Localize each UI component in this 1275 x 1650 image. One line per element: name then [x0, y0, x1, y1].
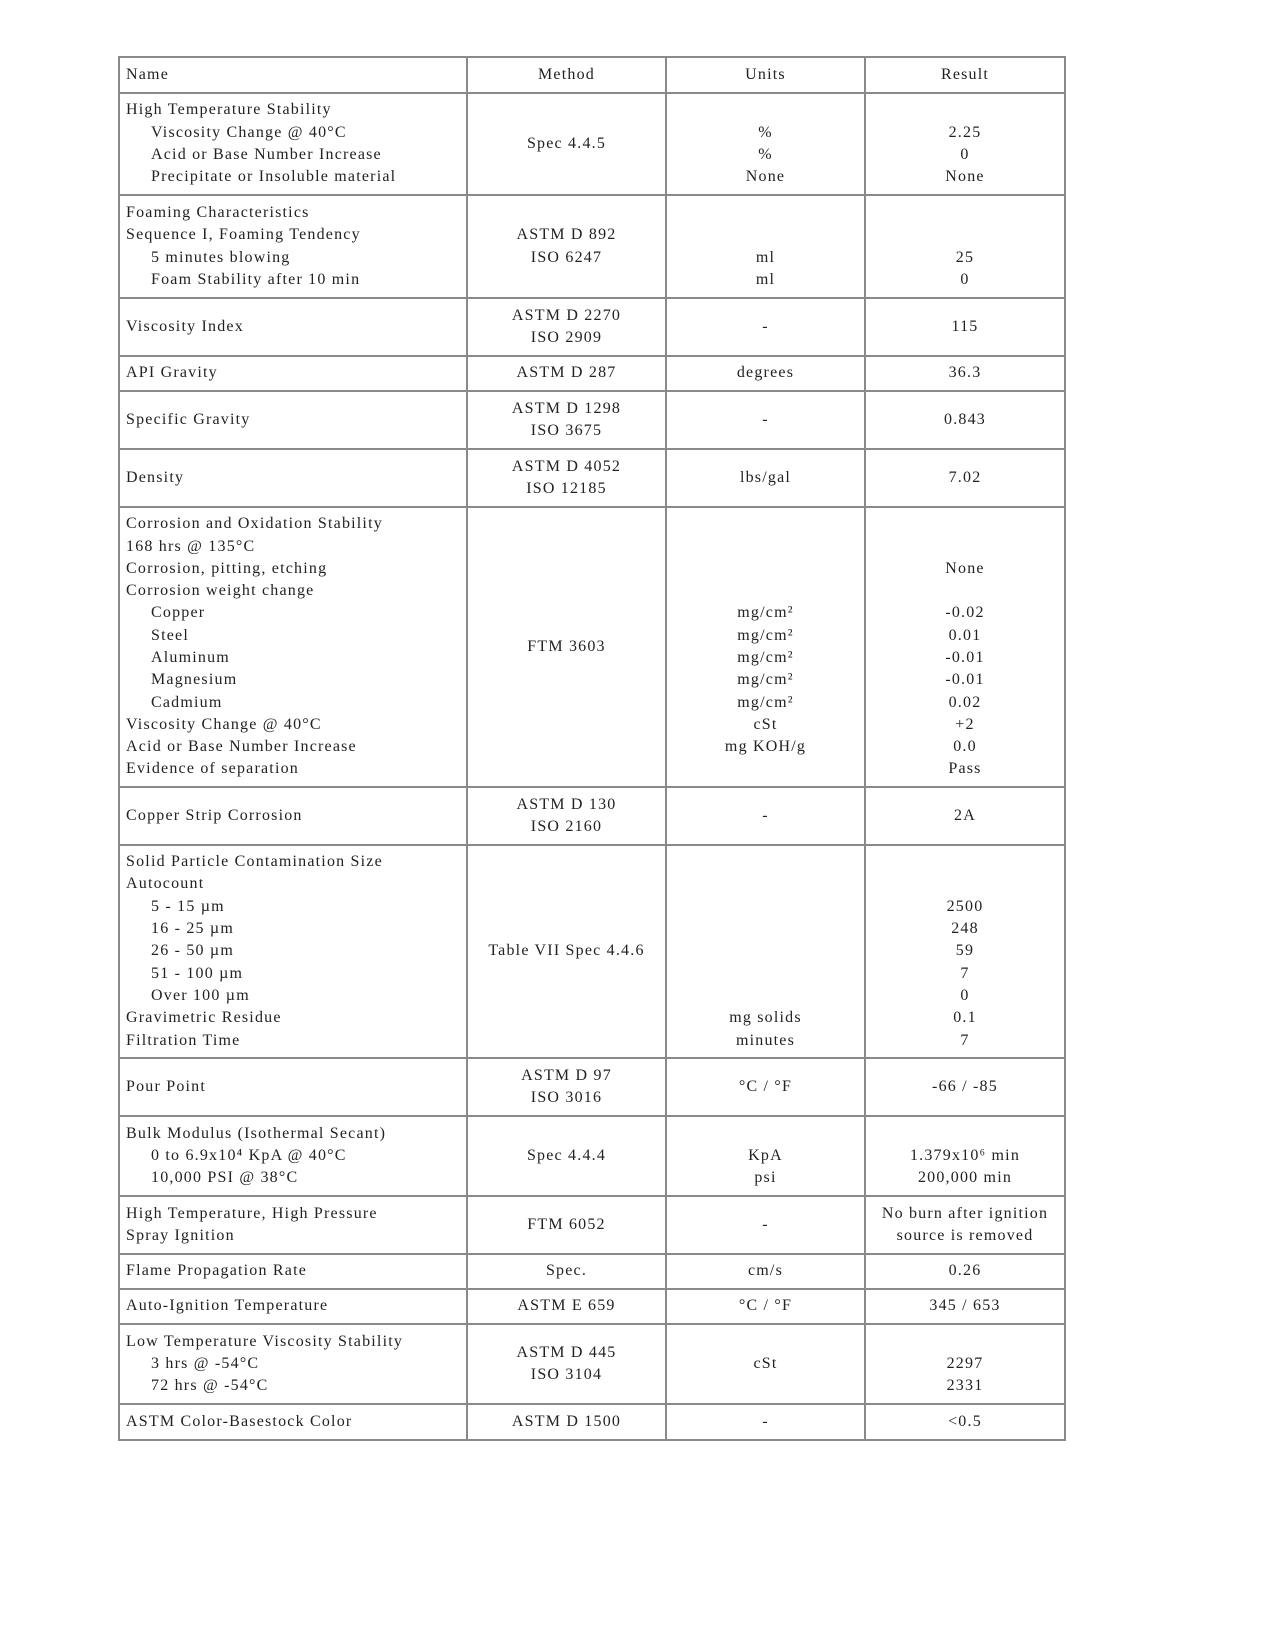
cell-method-line: Spec 4.4.5	[526, 134, 607, 152]
cell-result	[865, 195, 1065, 298]
cell-result-line	[872, 536, 1058, 558]
cell-method	[467, 356, 666, 391]
cell-result	[865, 845, 1065, 1058]
table-row	[119, 1058, 1065, 1116]
cell-units-line	[673, 558, 858, 580]
cell-name-line: Viscosity Index	[126, 317, 244, 335]
table-row	[119, 1404, 1065, 1440]
cell-name	[119, 391, 467, 449]
cell-result-line: No burn after ignition	[881, 1204, 1049, 1222]
cell-name	[119, 195, 467, 298]
cell-name-line: 72 hrs @ -54°C	[151, 1377, 269, 1395]
header-result: Result	[865, 57, 1065, 93]
cell-result	[865, 93, 1065, 195]
cell-units-line: mg solids	[729, 1009, 802, 1027]
cell-name-line: Gravimetric Residue	[126, 1009, 282, 1027]
cell-units	[666, 845, 865, 1058]
cell-name-line: 51 - 100 µm	[151, 964, 244, 982]
cell-result-line: 7.02	[948, 468, 982, 486]
cell-name-line: Flame Propagation Rate	[126, 1262, 308, 1280]
cell-result-line: 345 / 653	[929, 1297, 1001, 1315]
cell-method	[467, 1324, 666, 1404]
cell-name-line: Steel	[151, 626, 189, 644]
cell-method	[467, 787, 666, 845]
cell-method-line: Table VII Spec 4.4.6	[488, 942, 645, 960]
cell-result-line: 36.3	[948, 364, 982, 382]
cell-name	[119, 298, 467, 356]
cell-name-line: Spray Ignition	[126, 1227, 235, 1244]
cell-method	[467, 845, 666, 1058]
cell-name	[119, 507, 467, 787]
cell-units-line	[673, 536, 858, 558]
cell-name-line: Acid or Base Number Increase	[151, 146, 382, 163]
cell-method-line: FTM 6052	[527, 1215, 606, 1233]
cell-units-line: %	[758, 123, 773, 141]
cell-name-line: 168 hrs @ 135°C	[126, 537, 256, 555]
cell-name	[119, 356, 467, 391]
cell-name	[119, 1254, 467, 1289]
cell-name-line: Autocount	[126, 875, 205, 893]
cell-result	[865, 1404, 1065, 1440]
cell-result-line: 200,000 min	[917, 1169, 1013, 1187]
cell-units-line	[673, 985, 858, 1007]
cell-name-line: High Temperature, High Pressure	[126, 1204, 378, 1222]
cell-name-line: 26 - 50 µm	[151, 942, 234, 960]
cell-result	[865, 1196, 1065, 1254]
cell-method	[467, 1404, 666, 1440]
cell-name-line: Corrosion weight change	[126, 582, 315, 600]
cell-units-line: ml	[755, 248, 776, 266]
cell-units-line	[673, 873, 858, 895]
cell-units-line: °C / °F	[738, 1077, 793, 1095]
table-row	[119, 787, 1065, 845]
cell-result-line: source is removed	[896, 1227, 1034, 1244]
cell-name-line: Auto-Ignition Temperature	[126, 1297, 329, 1315]
cell-result-line	[872, 202, 1058, 224]
cell-name-line: Copper Strip Corrosion	[126, 806, 303, 824]
cell-units	[666, 1116, 865, 1196]
cell-units	[666, 391, 865, 449]
table-row	[119, 845, 1065, 1058]
cell-name-line: Aluminum	[151, 649, 230, 666]
cell-method-line: ISO 3016	[530, 1089, 603, 1106]
cell-units-line: mg/cm²	[737, 693, 794, 711]
cell-result-line: 0	[960, 146, 970, 163]
cell-units-line: ml	[755, 270, 776, 288]
cell-units-line: °C / °F	[738, 1297, 793, 1315]
cell-units-line: mg KOH/g	[724, 738, 807, 756]
table-row	[119, 391, 1065, 449]
cell-units-line	[673, 940, 858, 962]
cell-units	[666, 1404, 865, 1440]
cell-units-line	[673, 963, 858, 985]
cell-result	[865, 1289, 1065, 1324]
cell-result-line: +2	[955, 715, 975, 733]
cell-method-line: ASTM D 2270	[511, 306, 622, 324]
cell-method-line: ASTM D 4052	[511, 457, 622, 475]
header-method: Method	[467, 57, 666, 93]
cell-result-line: -66 / -85	[932, 1077, 998, 1095]
cell-units-line: minutes	[735, 1031, 796, 1049]
header-name: Name	[119, 57, 467, 93]
cell-units-line: mg/cm²	[737, 671, 794, 689]
cell-method-line: ASTM D 1500	[511, 1412, 622, 1430]
cell-method-line: ISO 3675	[530, 422, 603, 439]
cell-units-line: cSt	[753, 1354, 778, 1372]
cell-units-line: -	[762, 1215, 769, 1233]
cell-result-line	[872, 224, 1058, 246]
cell-units	[666, 1324, 865, 1404]
cell-method-line: ISO 3104	[530, 1366, 603, 1383]
cell-name-line: Evidence of separation	[126, 760, 300, 778]
cell-method-line: FTM 3603	[527, 637, 606, 655]
cell-result	[865, 391, 1065, 449]
cell-name-line: Filtration Time	[126, 1031, 241, 1049]
cell-units	[666, 298, 865, 356]
cell-method	[467, 298, 666, 356]
cell-units	[666, 787, 865, 845]
cell-name-line: Density	[126, 468, 185, 486]
cell-name-line: Copper	[151, 604, 206, 622]
cell-units-line	[673, 758, 858, 780]
header-units: Units	[666, 57, 865, 93]
cell-units-line: -	[762, 806, 769, 824]
cell-name	[119, 1058, 467, 1116]
cell-units	[666, 1196, 865, 1254]
cell-result	[865, 787, 1065, 845]
cell-result-line: 0	[960, 986, 970, 1004]
cell-result	[865, 1254, 1065, 1289]
cell-name	[119, 1196, 467, 1254]
cell-units-line	[673, 896, 858, 918]
cell-name-line: Precipitate or Insoluble material	[151, 168, 397, 186]
cell-name-line: Bulk Modulus (Isothermal Secant)	[126, 1124, 387, 1142]
cell-units-line: -	[762, 1412, 769, 1430]
cell-name-line: Over 100 µm	[151, 986, 250, 1004]
cell-units-line	[673, 1123, 858, 1145]
cell-method-line: Spec.	[545, 1262, 588, 1280]
cell-result-line: 2A	[954, 806, 976, 824]
cell-name-line: Acid or Base Number Increase	[126, 738, 357, 756]
table-row	[119, 1289, 1065, 1324]
cell-name-line: Magnesium	[151, 671, 238, 689]
cell-result-line: 25	[955, 248, 975, 266]
cell-result-line: 0.1	[953, 1009, 977, 1027]
cell-result-line: 0.26	[948, 1262, 982, 1280]
cell-units-line	[673, 1331, 858, 1353]
cell-name	[119, 1404, 467, 1440]
cell-result-line	[872, 1331, 1058, 1353]
cell-method	[467, 1116, 666, 1196]
cell-units-line	[673, 224, 858, 246]
cell-method	[467, 391, 666, 449]
cell-result-line: <0.5	[948, 1412, 982, 1430]
cell-units-line	[673, 580, 858, 602]
table-row	[119, 449, 1065, 507]
cell-result-line: 59	[955, 942, 975, 960]
cell-name-line: High Temperature Stability	[126, 101, 332, 119]
table-row	[119, 195, 1065, 298]
cell-name-line: Foam Stability after 10 min	[151, 270, 361, 288]
cell-name-line: 5 minutes blowing	[151, 248, 291, 266]
cell-result	[865, 1058, 1065, 1116]
cell-result	[865, 298, 1065, 356]
cell-units	[666, 1254, 865, 1289]
cell-result-line: -0.02	[945, 604, 985, 622]
cell-name	[119, 845, 467, 1058]
cell-result-line: 0.01	[948, 626, 982, 644]
header-row	[119, 57, 1065, 93]
cell-result	[865, 1324, 1065, 1404]
cell-name-line: API Gravity	[126, 364, 218, 382]
cell-result-line	[872, 99, 1058, 121]
cell-units	[666, 356, 865, 391]
cell-units-line	[673, 918, 858, 940]
cell-result-line	[872, 851, 1058, 873]
cell-method-line: ASTM D 287	[516, 364, 617, 382]
cell-name-line: Foaming Characteristics	[126, 203, 310, 221]
cell-result	[865, 356, 1065, 391]
table-row	[119, 356, 1065, 391]
cell-units-line	[673, 851, 858, 873]
cell-method	[467, 449, 666, 507]
cell-units	[666, 449, 865, 507]
cell-result-line: 0.843	[944, 410, 986, 428]
cell-units-line	[673, 1375, 858, 1397]
cell-name-line: Specific Gravity	[126, 410, 251, 428]
cell-method	[467, 1254, 666, 1289]
table-row	[119, 1116, 1065, 1196]
cell-result-line: 2500	[946, 897, 984, 915]
cell-method-line: ASTM D 892	[516, 226, 617, 244]
cell-name	[119, 93, 467, 195]
cell-result-line	[872, 580, 1058, 602]
cell-method	[467, 1289, 666, 1324]
cell-method-line: ISO 2909	[530, 329, 603, 346]
cell-result-line: 0	[960, 270, 970, 288]
cell-method	[467, 1196, 666, 1254]
cell-name-line: Corrosion, pitting, etching	[126, 559, 328, 577]
cell-name-line: Solid Particle Contamination Size	[126, 853, 383, 871]
cell-units	[666, 195, 865, 298]
cell-name-line: 16 - 25 µm	[151, 920, 234, 938]
cell-result-line: 1.379x10⁶ min	[909, 1146, 1021, 1164]
cell-method-line: ASTM D 97	[521, 1066, 612, 1084]
cell-method-line: ISO 6247	[530, 248, 603, 266]
cell-name-line: Cadmium	[151, 693, 223, 711]
cell-name-line: Sequence I, Foaming Tendency	[126, 226, 361, 244]
cell-name	[119, 449, 467, 507]
cell-units-line: cSt	[753, 715, 778, 733]
cell-result-line	[872, 1123, 1058, 1145]
cell-name-line: Viscosity Change @ 40°C	[126, 715, 322, 733]
cell-result-line: 2.25	[948, 123, 982, 141]
cell-method-line: ASTM D 130	[516, 795, 617, 813]
cell-units-line: mg/cm²	[737, 604, 794, 622]
cell-result-line: 2331	[946, 1377, 984, 1395]
cell-units-line: mg/cm²	[737, 649, 794, 666]
cell-result-line	[872, 873, 1058, 895]
cell-units	[666, 93, 865, 195]
cell-result-line: -0.01	[945, 649, 985, 666]
cell-name-line: Viscosity Change @ 40°C	[151, 123, 347, 141]
cell-units-line: psi	[754, 1169, 777, 1187]
cell-result	[865, 449, 1065, 507]
cell-units-line: %	[758, 146, 773, 163]
cell-result	[865, 507, 1065, 787]
cell-result-line: -0.01	[945, 671, 985, 689]
cell-name	[119, 1116, 467, 1196]
cell-name-line: 0 to 6.9x10⁴ KpA @ 40°C	[151, 1146, 347, 1164]
cell-units-line	[673, 99, 858, 121]
cell-units	[666, 1058, 865, 1116]
cell-method-line: ASTM D 1298	[511, 399, 622, 417]
cell-units-line: mg/cm²	[737, 626, 794, 644]
cell-units-line: cm/s	[747, 1262, 784, 1280]
cell-name-line: Corrosion and Oxidation Stability	[126, 515, 383, 533]
cell-method-line: ISO 12185	[526, 480, 607, 497]
cell-result-line: 7	[960, 1031, 970, 1049]
cell-method-line: ISO 2160	[530, 818, 603, 835]
cell-units-line: -	[762, 410, 769, 428]
cell-method-line: ASTM E 659	[517, 1297, 616, 1315]
cell-units-line: degrees	[736, 364, 795, 382]
cell-name-line: Pour Point	[126, 1077, 207, 1095]
cell-name	[119, 1289, 467, 1324]
cell-name-line: ASTM Color-Basestock Color	[126, 1412, 353, 1430]
cell-units-line	[673, 513, 858, 535]
table-row	[119, 507, 1065, 787]
table-row	[119, 1324, 1065, 1404]
cell-method	[467, 195, 666, 298]
cell-result-line: 248	[951, 920, 979, 938]
specification-table	[118, 56, 1066, 1441]
cell-units-line	[673, 202, 858, 224]
cell-name	[119, 1324, 467, 1404]
cell-method-line: ASTM D 445	[516, 1343, 617, 1361]
cell-result-line: Pass	[948, 760, 982, 778]
cell-name-line: Low Temperature Viscosity Stability	[126, 1332, 404, 1350]
cell-result-line: 2297	[946, 1354, 984, 1372]
cell-result-line: 0.02	[948, 693, 982, 711]
cell-result-line: 7	[960, 964, 970, 982]
table-row	[119, 93, 1065, 195]
cell-name-line: 10,000 PSI @ 38°C	[151, 1169, 299, 1187]
cell-units-line: -	[762, 317, 769, 335]
cell-name-line: 5 - 15 µm	[151, 897, 225, 915]
cell-units	[666, 1289, 865, 1324]
cell-method	[467, 507, 666, 787]
table-row	[119, 298, 1065, 356]
table-row	[119, 1196, 1065, 1254]
cell-result-line: None	[945, 168, 985, 186]
cell-result-line: 115	[951, 317, 979, 335]
cell-result	[865, 1116, 1065, 1196]
cell-method	[467, 1058, 666, 1116]
cell-result-line: 0.0	[953, 738, 977, 756]
cell-units-line: lbs/gal	[739, 468, 792, 486]
cell-units	[666, 507, 865, 787]
cell-result-line	[872, 513, 1058, 535]
cell-method	[467, 93, 666, 195]
cell-method-line: Spec 4.4.4	[526, 1146, 607, 1164]
cell-result-line: None	[945, 559, 985, 577]
cell-units-line: KpA	[748, 1146, 783, 1164]
cell-name	[119, 787, 467, 845]
cell-name-line: 3 hrs @ -54°C	[151, 1354, 260, 1372]
cell-units-line: None	[745, 168, 786, 186]
table-row	[119, 1254, 1065, 1289]
